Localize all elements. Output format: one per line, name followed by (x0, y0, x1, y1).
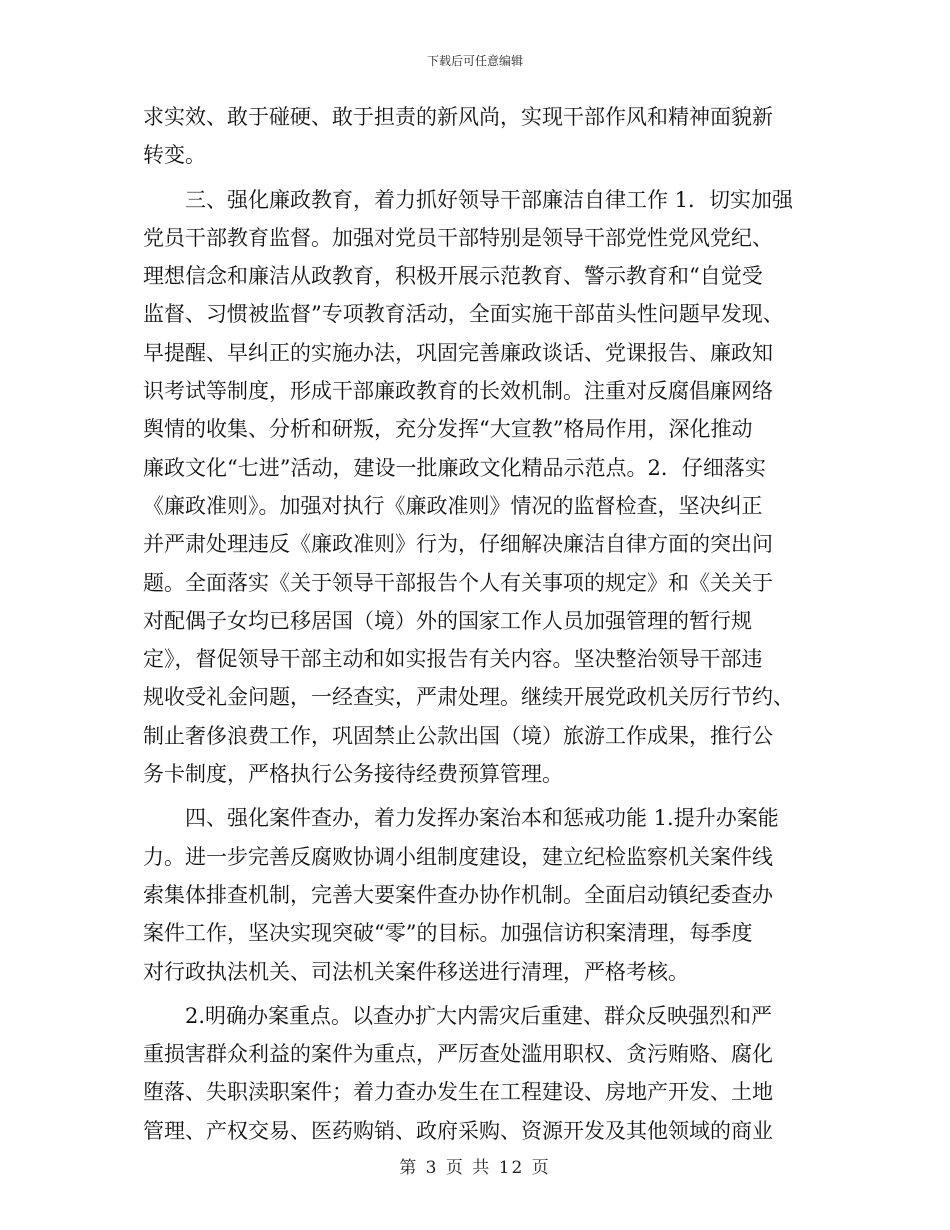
text-line: 堕落、失职渎职案件；着力查办发生在工程建设、房地产开发、土地 (143, 1080, 773, 1105)
text-line: 党员干部教育监督。加强对党员干部特别是领导干部党性党风党纪、 (143, 225, 773, 250)
text-line: 索集体排查机制，完善大要案件查办协作机制。全面启动镇纪委查办 (143, 882, 773, 907)
paragraph (143, 997, 815, 1150)
text-line: 题。全面落实《关于领导干部报告个人有关事项的规定》和《关关于 (143, 570, 773, 595)
text-line: 力。进一步完善反腐败协调小组制度建设，建立纪检监察机关案件线 (143, 844, 773, 869)
text-line: 2.明确办案重点。以查办扩大内需灾后重建、群众反映强烈和严 (185, 1003, 773, 1028)
paragraph (143, 799, 815, 990)
text-line: 对配偶子女均已移居国（境）外的国家工作人员加强管理的暂行规 (143, 608, 752, 633)
text-line: 识考试等制度，形成干部廉政教育的长效机制。注重对反腐倡廉网络 (143, 379, 773, 404)
text-line: 务卡制度，严格执行公务接待经费预算管理。 (143, 762, 563, 787)
paragraph (143, 98, 815, 175)
text-line: 早提醒、早纠正的实施办法，巩固完善廉政谈话、党课报告、廉政知 (143, 340, 773, 365)
text-line: 四、强化案件查办，着力发挥办案治本和惩戒功能 1.提升办案能 (185, 806, 779, 831)
text-line: 求实效、敢于碰硬、敢于担责的新风尚，实现干部作风和精神面貌新 (143, 105, 773, 129)
text-line: 舆情的收集、分析和研叛，充分发挥“大宣教”格局作用，深化推动 (143, 417, 753, 442)
text-line: 并严肃处理违反《廉政准则》行为，仔细解决廉洁自律方面的突出问 (143, 532, 773, 557)
text-line: 理想信念和廉洁从政教育，积极开展示范教育、警示教育和“自觉受 (143, 264, 763, 289)
page-header-note: 下载后可任意编辑 (426, 54, 523, 68)
text-line: 管理、产权交易、医药购销、政府采购、资源开发及其他领域的商业 (143, 1118, 773, 1143)
text-line: 规收受礼金问题，一经查实，严肃处理。继续开展党政机关厉行节约、 (143, 685, 794, 710)
text-line: 三、强化廉政教育，着力抓好领导干部廉洁自律工作 1．切实加强 (185, 187, 794, 212)
document-body (143, 98, 815, 1150)
text-line: 案件工作，坚决实现突破“零”的目标。加强信访积案清理，每季度 (143, 921, 753, 946)
text-line: 监督、习惯被监督”专项教育活动，全面实施干部苗头性问题早发现、 (143, 302, 784, 327)
paragraph (143, 181, 815, 794)
text-line: 制止奢侈浪费工作，巩固禁止公款出国（境）旅游工作成果，推行公 (143, 723, 773, 748)
text-line: 转变。 (143, 143, 206, 168)
text-line: 定》，督促领导干部主动和如实报告有关内容。坚决整治领导干部违 (143, 647, 763, 672)
page-number: 第 3 页 共 12 页 (399, 1158, 551, 1178)
text-line: 《廉政准则》。加强对执行《廉政准则》情况的监督检查，坚决纠正 (143, 493, 763, 518)
text-line: 重损害群众利益的案件为重点，严厉查处滥用职权、贪污贿赂、腐化 (143, 1042, 773, 1067)
text-line: 对行政执法机关、司法机关案件移送进行清理，严格考核。 (143, 959, 689, 984)
text-line: 廉政文化“七进”活动，建设一批廉政文化精品示范点。2．仔细落实 (143, 455, 766, 480)
